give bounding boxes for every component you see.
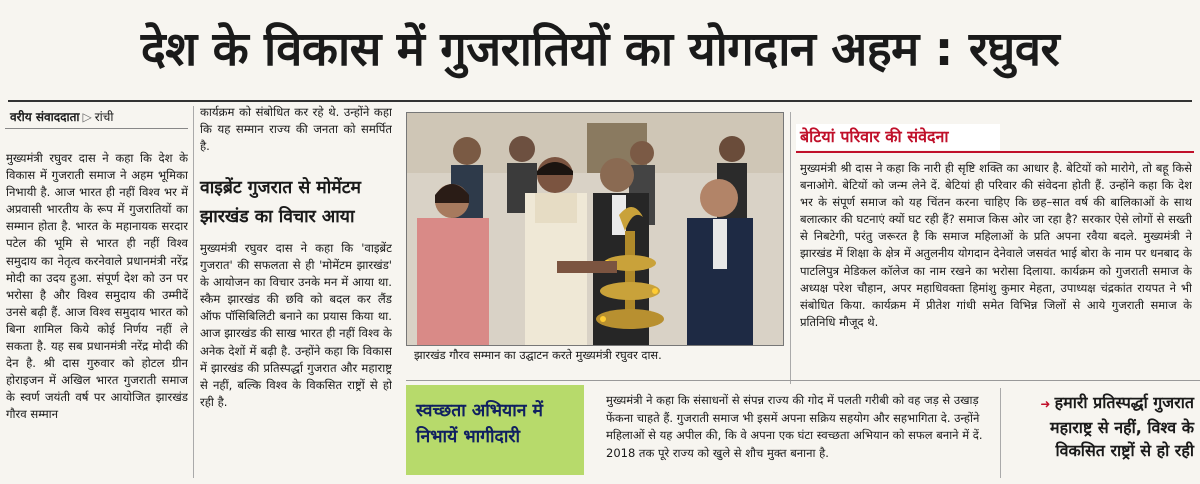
- byline-author: वरीय संवाददाता: [10, 110, 80, 124]
- photo-caption: झारखंड गौरव सम्मान का उद्घाटन करते मुख्यमंत्री रघुवर दास.: [414, 348, 662, 362]
- box-text: मुख्यमंत्री श्री दास ने कहा कि नारी ही सृष्टि शक्ति का आधार है. बेटियों को मारोगे, तो बहू किसे बनाओगे. बेटियों को जन्म लेने दें. बेटियां ही परिवार की संवेदना होती हैं. उन्होंने कहा कि देश भर के संपूर्ण समाज को यह चिंतन करना चाहिए कि छह–सात वर्ष की बालिकाओं के साथ बलात्कार की घटनाएं क्यों घट रही हैं? समाज किस ओर जा रहा है? सरकार ऐसे लोगों से सख्ती से निबटेगी, परंतु जरूरत है कि समाज महिलाओं के प्रति अपना रवैया बदले. मुख्यमंत्री ने झारखंड में शिक्षा के क्षेत्र में अतुलनीय योगदान देनेवाले जसवंत भाई बोरा के नाम पर धनबाद के पाटलिपुत्र मेडिकल कॉलेज का नाम रखने का भरोसा दिलाया. कार्यक्रम को गुजराती समाज के अध्यक्ष परेश चौहान, अपर महाधिवक्ता हिमांशु कुमार मेहता, उपाध्यक्ष चंद्रकांत रायपत ने भी संबोधित किया. कार्यक्रम में प्रीतेश गांधी समेत विभिन्न जिलों से आये गुजराती समाज के प्रतिनिधि मौजूद थे.: [800, 161, 1192, 329]
- subheading: वाइब्रेंट गुजरात से मोमेंटम झारखंड का विचार आया: [200, 178, 362, 227]
- article-column-2-bottom: मुख्यमंत्री रघुवर दास ने कहा कि 'वाइब्रेंट गुजरात' की सफलता से ही 'मोमेंटम झारखंड' के आयोजन का विचार उनके मन में आया था. स्कैम झारखंड की छवि को बदल कर लैंड ऑफ पॉसिबिलिटी बनाने का प्रयास किया था. आज झारखंड की साख भारत ही नहीं विश्व के अनेक देशों में बढ़ी है. उन्होंने कहा कि विकास में झारखंड की प्रतिस्पर्द्धा गुजरात और महाराष्ट्र से नहीं, बल्कि विश्व के विकसित राष्ट्रों से हो रही है.: [200, 241, 392, 409]
- byline-rule: [5, 128, 188, 129]
- pull-quote-text: हमारी प्रतिस्पर्द्धा गुजरात महाराष्ट्र से नहीं, विश्व के विकसित राष्ट्रों से हो रही: [1050, 393, 1194, 460]
- event-photo-image: [407, 113, 783, 345]
- bottom-column: मुख्यमंत्री ने कहा कि संसाधनों से संपन्न राज्य की गोद में पलती गरीबी को वह जड़ से उखाड़ फेंकना चाहते हैं. गुजराती समाज भी इसमें अपना सक्रिय सहयोग और सहभागिता दे. उन्होंने महिलाओं से यह अपील की, कि वे अपना एक घंटा स्वच्छता अभियान को सफल बनाने में दें. 2018 तक पूरे राज्य को खुले से शौच मुक्त बनाना है.: [606, 393, 983, 460]
- headline: देश के विकास में गुजरातियों का योगदान अहम : रघुवर: [140, 22, 1060, 77]
- box-divider: [790, 112, 791, 384]
- arrow-right-icon: ➜: [1040, 397, 1055, 411]
- byline: [10, 108, 185, 125]
- event-photo: [406, 112, 784, 346]
- article-column-2-top: कार्यक्रम को संबोधित कर रहे थे. उन्होंने कहा कि यह सम्मान राज्य की जनता को समर्पित है.: [200, 105, 392, 154]
- byline-arrow-icon: ▷: [82, 110, 92, 124]
- byline-location: रांची: [94, 110, 114, 124]
- article-column-1: मुख्यमंत्री रघुवर दास ने कहा कि देश के विकास में गुजराती समाज ने अहम भूमिका निभायी है. आज भारत ही नहीं विश्व भर में अप्रवासी भारतीय के रूप में गुजरातियों का सम्मान होता है. भारत के महानायक सरदार पटेल की भूमि से भारत ही नहीं विश्व समुदाय का नेतृत्व करनेवाले प्रधानमंत्री नरेंद्र मोदी का उदय हुआ. संपूर्ण देश को उन पर भरोसा है और विश्व समुदाय की उम्मीदें उनसे बढ़ी हैं. आज विश्व समुदाय भारत को बिना शामिल किये कोई निर्णय नहीं ले सकता है. यह सब प्रधानमंत्री नरेंद्र मोदी की देन है. श्री दास गुरुवार को होटल ग्रीन होराइजन में अखिल भारत गुजराती समाज के स्वर्ण जयंती वर्ष पर आयोजित झारखंड गौरव सम्मान: [6, 151, 188, 422]
- column-divider: [193, 106, 194, 478]
- box-title: बेटियां परिवार की संवेदना: [796, 124, 1000, 150]
- headline-rule: [8, 100, 1192, 102]
- box-title-rule: [796, 151, 1194, 153]
- green-box-title: स्वच्छता अभियान में निभायें भागीदारी: [416, 401, 544, 447]
- bottom-section-rule: [406, 380, 1200, 381]
- pull-quote-box: [998, 391, 1200, 481]
- pull-quote: [998, 391, 1200, 462]
